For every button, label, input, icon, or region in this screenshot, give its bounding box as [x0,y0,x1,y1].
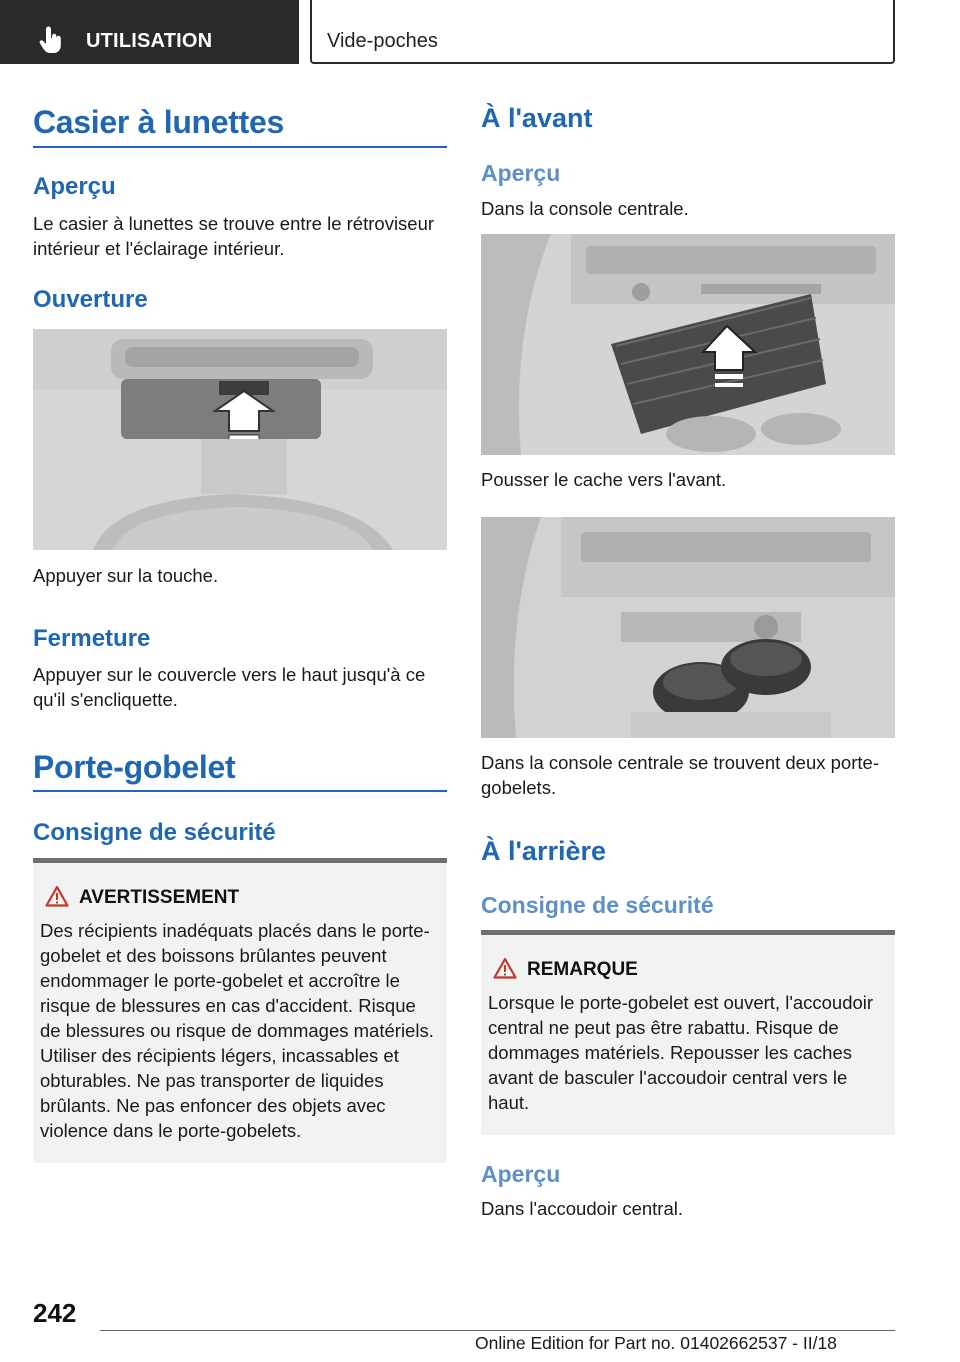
paragraph-console: Dans la console centrale. [481,198,689,219]
heading-consigne-securite: Consigne de sécurité [33,819,276,846]
heading-a-l-arriere: À l'arrière [481,836,606,866]
paragraph-apercu: Le casier à lunettes se trouve entre le rétroviseur intérieur et l'éclairage intérieur. [33,213,435,259]
figure-glasses-compartment [33,329,447,550]
heading-apercu-avant: Aperçu [481,160,561,186]
caption-two-cupholders: Dans la console centrale se trouvent deux porte-gobelets. [481,752,879,798]
header-section-label: UTILISATION [86,30,213,52]
heading-a-l-avant: À l'avant [481,103,593,133]
heading-apercu: Aperçu [33,173,116,200]
header-section-tab [0,0,299,64]
header-subsection-label: Vide-poches [327,30,438,52]
header-subsection-box [310,0,895,64]
footer-edition: Online Edition for Part no. 01402662537 - II/18 [475,1333,837,1353]
heading-consigne-arriere: Consigne de sécurité [481,892,714,918]
title-rule-2 [33,790,447,792]
note-title: REMARQUE [527,959,638,980]
title-rule [33,146,447,148]
warning-box [33,858,447,1163]
title-casier-lunettes: Casier à lunettes [33,104,285,140]
heading-fermeture: Fermeture [33,625,151,652]
warning-text: Des récipients inadéquats placés dans le porte-gobelet et des boissons brûlantes peuvent endommager le porte-gobelet et accroître le risque de blessures en cas d'accident. Risque de blessures ou risque de dommages matériels. Utiliser des récipients légers, incassables et obturables. Ne pas transporter de liquides brûlants. Ne pas enfoncer des objets avec violence dans le porte-gobelets. [40,920,434,1141]
paragraph-armrest: Dans l'accoudoir central. [481,1198,683,1219]
warning-triangle-icon [45,885,69,912]
figure-cup-holders [481,517,895,738]
hand-pointer-icon [38,26,64,59]
warning-triangle-icon [493,957,517,984]
note-box [481,930,895,1135]
figure-console-cover [481,234,895,455]
paragraph-fermeture: Appuyer sur le couvercle vers le haut jusqu'à ce qu'il s'encliquette. [33,664,426,710]
caption-push-cover: Pousser le cache vers l'avant. [481,469,727,490]
page-number: 242 [33,1298,77,1328]
caption-ouverture: Appuyer sur la touche. [33,565,219,586]
title-porte-gobelet: Porte-gobelet [33,749,236,785]
heading-apercu-arriere: Aperçu [481,1161,561,1187]
heading-ouverture: Ouverture [33,286,148,313]
footer-rule [100,1330,895,1331]
warning-title: AVERTISSEMENT [79,887,240,908]
note-text: Lorsque le porte-gobelet est ouvert, l'accoudoir central ne peut pas être rabattu. Risque de dommages matériels. Repousser les caches avant de basculer l'accoudoir central vers le haut. [488,992,874,1113]
